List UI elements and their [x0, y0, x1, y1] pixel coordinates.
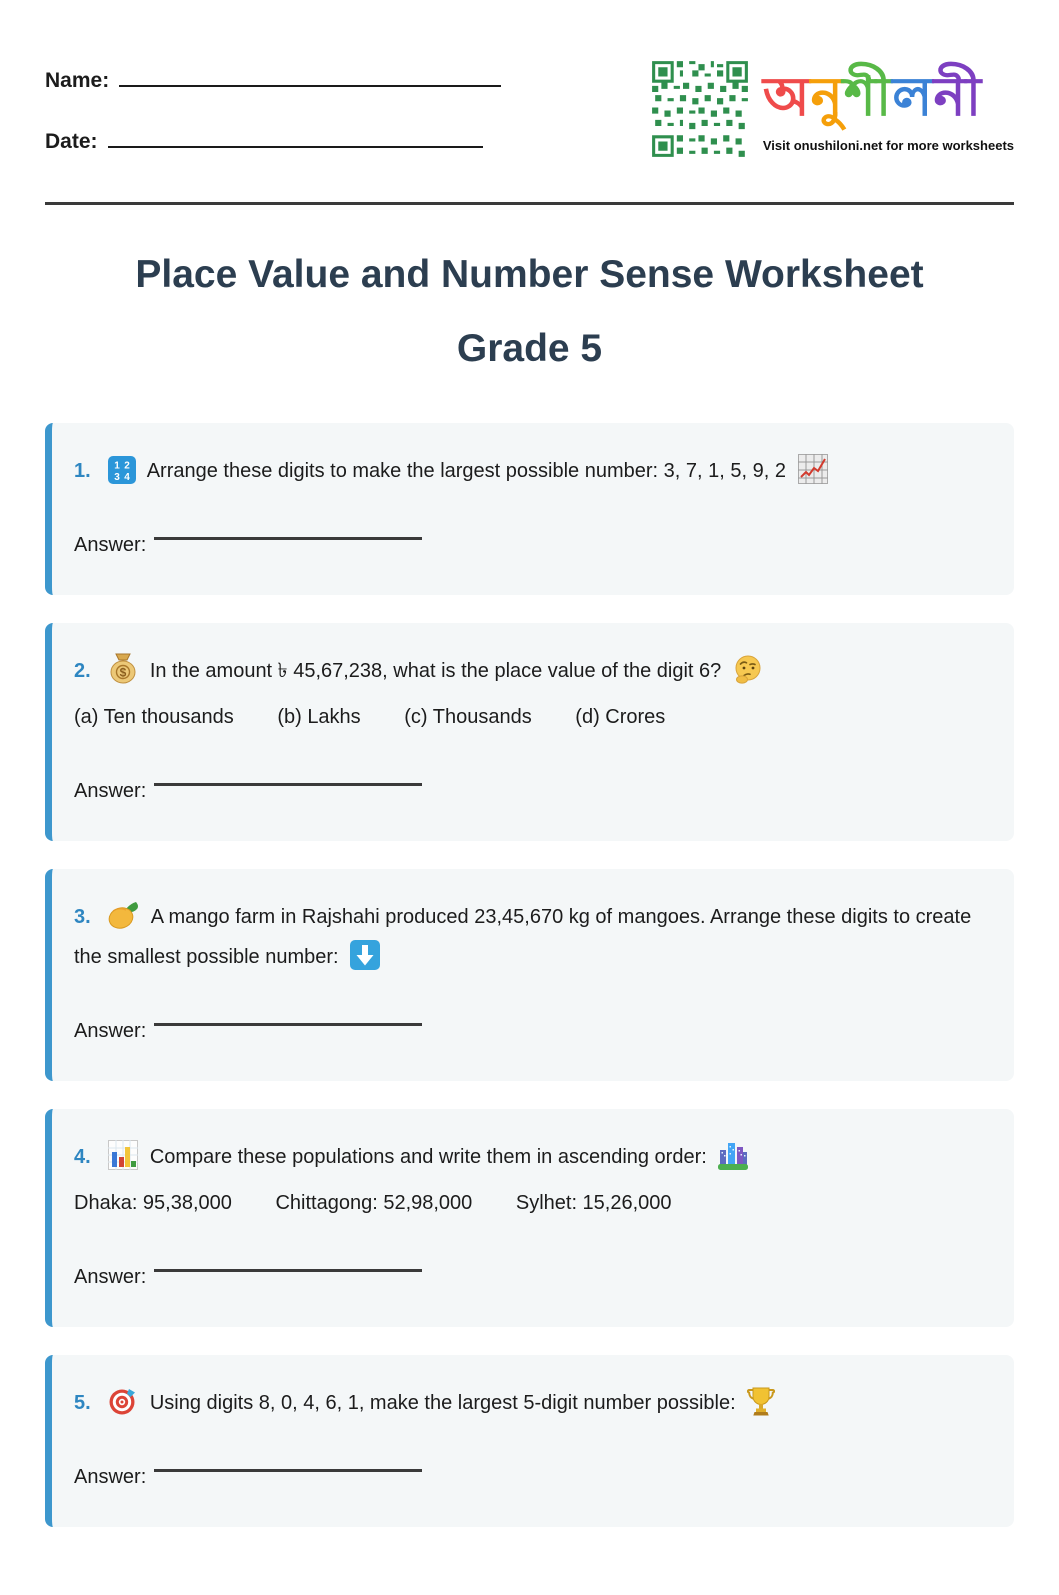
answer-row: [74, 1257, 984, 1297]
brand-letter: শী: [843, 67, 893, 127]
answer-label: Answer:: [74, 780, 147, 802]
brand-letter: নী: [933, 67, 983, 127]
answer-blank-line: [154, 1469, 422, 1483]
question-list: [45, 423, 1014, 1527]
population-values: [74, 1183, 984, 1223]
down-arrow-icon: [350, 940, 380, 970]
date-label: Date:: [45, 130, 98, 153]
brand-letter: অ: [762, 67, 811, 127]
answer-row: [74, 771, 984, 811]
question-box-4: [45, 1109, 1014, 1327]
brand-letter: ল: [892, 67, 934, 127]
bar-chart-icon: [108, 1140, 138, 1170]
answer-label: Answer:: [74, 1266, 147, 1288]
answer-blank-line: [154, 783, 422, 797]
question-box-5: [45, 1355, 1014, 1527]
title-line-2: Grade 5: [456, 327, 603, 370]
question-text: Compare these populations and write them in ascending order:: [149, 1146, 707, 1168]
question-box-2: [45, 623, 1014, 841]
brand-tagline: Visit onushiloni.net for more worksheets: [762, 138, 1014, 154]
chart-increasing-icon: [798, 454, 828, 484]
population-dhaka: Dhaka: 95,38,000: [74, 1192, 232, 1214]
population-sylhet: Sylhet: 15,26,000: [515, 1192, 672, 1214]
answer-row: [74, 1457, 984, 1497]
fill-in-fields: [45, 58, 501, 188]
option-d: (d) Crores: [575, 706, 666, 728]
title-line-1: Place Value and Number Sense Worksheet: [135, 253, 924, 296]
question-number: 1.: [74, 460, 91, 482]
page-header: [45, 58, 1014, 188]
answer-label: Answer:: [74, 534, 147, 556]
dart-target-icon: [108, 1386, 138, 1416]
question-line: [74, 897, 984, 977]
answer-blank-line: [154, 1023, 422, 1037]
svg-text:3: 3: [114, 472, 121, 483]
name-label: Name:: [45, 69, 110, 92]
name-blank-line: [119, 66, 501, 87]
question-text: Using digits 8, 0, 4, 6, 1, make the largest 5-digit number possible:: [149, 1392, 736, 1414]
money-bag-icon: [108, 652, 138, 684]
name-field-row: [45, 66, 501, 93]
answer-options: [74, 697, 984, 737]
worksheet-title: [45, 253, 1014, 371]
cityscape-icon: [718, 1140, 748, 1170]
header-divider: [45, 202, 1014, 205]
answer-row: [74, 525, 984, 565]
svg-text:$: $: [119, 665, 127, 680]
question-text: A mango farm in Rajshahi produced 23,45,670 kg of mangoes. Arrange these digits to create the smallest possible number:: [74, 906, 972, 968]
question-line: [74, 651, 984, 691]
input-numbers-icon: [108, 456, 136, 484]
question-text: Arrange these digits to make the largest possible number: 3, 7, 1, 5, 9, 2: [146, 460, 786, 482]
answer-blank-line: [154, 1269, 422, 1283]
date-blank-line: [108, 127, 483, 148]
question-line: [74, 1137, 984, 1177]
question-box-1: [45, 423, 1014, 595]
date-field-row: [45, 127, 501, 154]
question-line: [74, 1383, 984, 1423]
question-number: 4.: [74, 1146, 91, 1168]
answer-label: Answer:: [74, 1020, 147, 1042]
thinking-face-icon: [733, 654, 763, 684]
question-number: 3.: [74, 906, 91, 928]
population-chittagong: Chittagong: 52,98,000: [275, 1192, 473, 1214]
svg-text:2: 2: [124, 460, 131, 472]
svg-text:1: 1: [114, 460, 121, 472]
answer-label: Answer:: [74, 1466, 147, 1488]
qr-code-icon: [649, 58, 751, 165]
brand-text-column: [763, 58, 1014, 153]
question-box-3: [45, 869, 1014, 1081]
question-number: 2.: [74, 660, 91, 682]
option-a: (a) Ten thousands: [74, 706, 234, 728]
answer-blank-line: [154, 537, 422, 551]
brand-wordmark: [763, 58, 1014, 136]
option-b: (b) Lakhs: [277, 706, 361, 728]
question-text: In the amount ৳ 45,67,238, what is the place value of the digit 6?: [149, 660, 722, 682]
svg-text:4: 4: [124, 472, 131, 483]
option-c: (c) Thousands: [404, 706, 532, 728]
brand-letter: নু: [810, 67, 844, 127]
trophy-icon: [747, 1386, 775, 1416]
question-line: [74, 451, 984, 491]
question-number: 5.: [74, 1392, 91, 1414]
answer-row: [74, 1011, 984, 1051]
mango-icon: [108, 900, 140, 930]
brand-logo: [649, 58, 1014, 165]
